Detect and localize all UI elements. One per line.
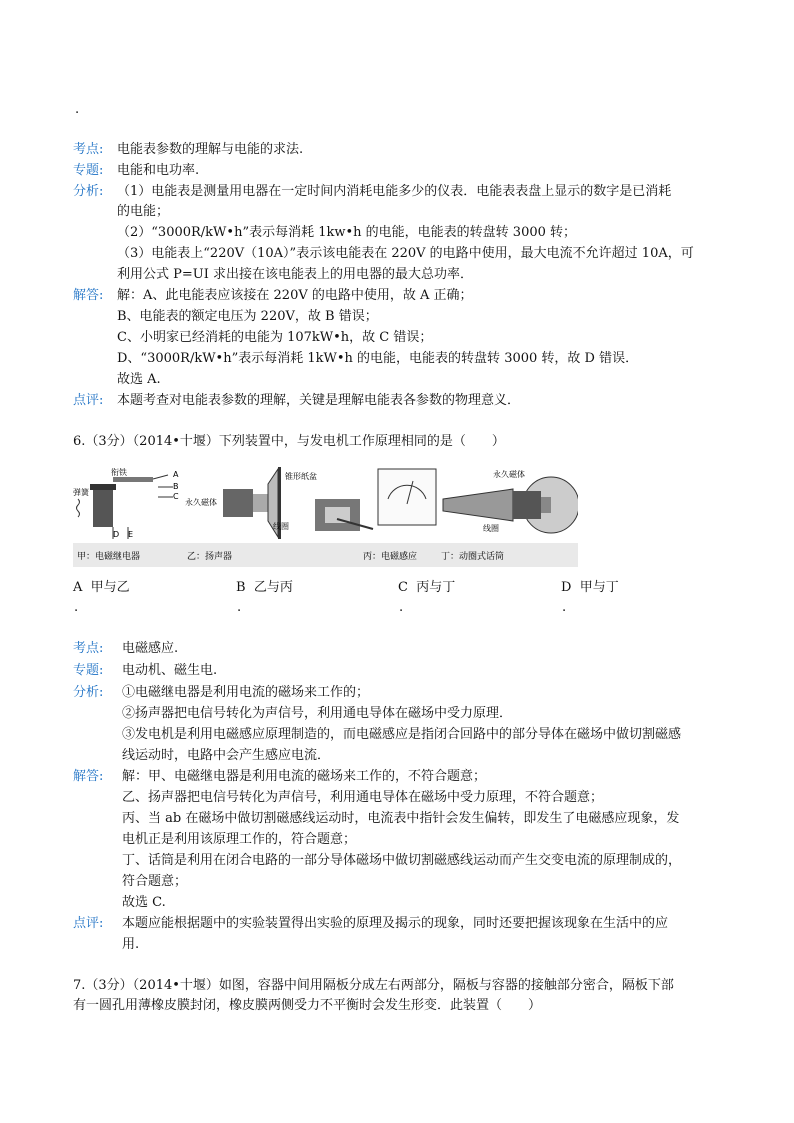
option-text: 丙与丁 xyxy=(416,580,456,595)
q6-jieda-line: 解：甲、电磁继电器是利用电流的磁场来工作的，不符合题意； xyxy=(122,769,487,784)
fig-label: D xyxy=(113,530,120,539)
q5-fenxi-line: （1）电能表是测量用电器在一定时间内消耗电能多少的仪表．电能表表盘上显示的数字是已消耗 xyxy=(117,184,672,199)
q6-jieda-label: 解答: xyxy=(73,769,104,784)
q5-zhuanti-text: 电能和电功率. xyxy=(117,163,200,178)
option-letter: A xyxy=(73,580,83,595)
q6-fenxi-line: 线运动时，电路中会产生感应电流． xyxy=(122,748,331,763)
q6-zhuanti-text: 电动机、磁生电. xyxy=(122,663,218,678)
q6-fenxi-label: 分析: xyxy=(73,685,104,700)
q6-fenxi-line: ①电磁继电器是利用电流的磁场来工作的； xyxy=(122,685,370,700)
option-letter: C xyxy=(398,580,408,595)
q5-jieda-line: B、电能表的额定电压为 220V，故 B 错误； xyxy=(117,309,378,324)
q5-fenxi-line: 利用公式 P=UI 求出接在该电能表上的用电器的最大总功率． xyxy=(117,267,473,282)
fig-label: A xyxy=(173,470,179,479)
q5-kaodian-text: 电能表参数的理解与电能的求法. xyxy=(117,142,304,157)
fig-label: 线圈 xyxy=(483,524,499,533)
option-dot: . xyxy=(399,600,404,615)
option-d[interactable] xyxy=(561,578,619,598)
option-text: 乙与丙 xyxy=(253,580,293,595)
q6-stem: 6.（3分）（2014•十堰）下列装置中，与发电机工作原理相同的是（ ） xyxy=(73,434,505,449)
fig-caption: 丁：动圈式话筒 xyxy=(441,552,505,562)
q5-jieda-line: D、“3000R/kW•h”表示每消耗 1kW•h 的电能，电能表的转盘转 3000 转，故 D 错误． xyxy=(117,351,639,366)
fig-label: C xyxy=(173,492,179,501)
fig-label: E xyxy=(128,530,134,539)
q5-fenxi-label: 分析: xyxy=(73,184,104,199)
q6-kaodian-label: 考点: xyxy=(73,641,104,656)
option-dot: . xyxy=(74,600,79,615)
option-letter: D xyxy=(561,580,572,595)
q6-zhuanti-label: 专题: xyxy=(73,663,104,678)
fig-label: 永久磁体 xyxy=(185,498,217,507)
q5-dianping-text: 本题考查对电能表参数的理解，关键是理解电能表各参数的物理意义． xyxy=(117,393,521,408)
fig-label: 衔铁 xyxy=(111,468,127,477)
fig-caption: 丙：电磁感应 xyxy=(363,552,418,562)
fig-label: 线圈 xyxy=(273,522,289,531)
option-b[interactable] xyxy=(236,578,293,598)
q6-figure xyxy=(73,459,578,569)
q7-stem-line: 有一圆孔用薄橡皮膜封闭，橡皮膜两侧受力不平衡时会发生形变．此装置（ ） xyxy=(73,998,542,1013)
q5-kaodian-label: 考点: xyxy=(73,142,104,157)
q6-fenxi-line: ②扬声器把电信号转化为声信号，利用通电导体在磁场中受力原理． xyxy=(122,706,513,721)
q6-jieda-line: 乙、扬声器把电信号转化为声信号，利用通电导体在磁场中受力原理，不符合题意； xyxy=(122,790,604,805)
q6-kaodian-text: 电磁感应. xyxy=(122,641,179,656)
option-dot: . xyxy=(237,600,242,615)
q7-stem-line: 7.（3分）（2014•十堰）如图，容器中间用隔板分成左右两部分，隔板与容器的接触部分密合，隔板下部 xyxy=(73,978,674,993)
q6-fenxi-line: ③发电机是利用电磁感应原理制造的，而电磁感应是指闭合回路中的部分导体在磁场中做切割磁感 xyxy=(122,727,682,742)
q5-jieda-line: C、小明家已经消耗的电能为 107kW•h，故 C 错误； xyxy=(117,330,433,345)
option-a[interactable] xyxy=(73,578,130,598)
q6-figure-image xyxy=(73,459,578,569)
option-text: 甲与乙 xyxy=(90,580,130,595)
q6-dianping-line: 用. xyxy=(122,937,140,952)
fig-caption: 乙：扬声器 xyxy=(187,552,233,562)
q6-jieda-line: 故选 C. xyxy=(122,895,166,910)
option-dot: . xyxy=(562,600,567,615)
option-letter: B xyxy=(236,580,246,595)
q5-zhuanti-label: 专题: xyxy=(73,163,104,178)
fig-label: 锥形纸盆 xyxy=(285,472,317,481)
fig-label: B xyxy=(173,482,179,491)
q6-jieda-line: 电机正是利用该原理工作的，符合题意； xyxy=(122,832,357,847)
fig-caption: 甲：电磁继电器 xyxy=(77,552,141,562)
fig-label: 永久磁体 xyxy=(493,470,525,479)
q5-fenxi-line: （2）“3000R/kW•h”表示每消耗 1kw•h 的电能，电能表的转盘转 3000 转； xyxy=(117,225,577,240)
q5-jieda-line: 故选 A. xyxy=(117,372,161,387)
q6-jieda-line: 符合题意； xyxy=(122,874,188,889)
option-text: 甲与丁 xyxy=(579,580,619,595)
q6-dianping-line: 本题应能根据题中的实验装置得出实验的原理及揭示的现象，同时还要把握该现象在生活中的应 xyxy=(122,916,669,931)
page-top-dot: . xyxy=(75,102,80,117)
q5-jieda-line: 解：A、此电能表应该接在 220V 的电路中使用，故 A 正确； xyxy=(117,288,473,303)
q6-dianping-label: 点评: xyxy=(73,916,104,931)
q6-jieda-line: 丙、当 ab 在磁场中做切割磁感线运动时，电流表中指针会发生偏转，即发生了电磁感应现象，发 xyxy=(122,811,680,826)
q5-jieda-label: 解答: xyxy=(73,288,104,303)
fig-label: 弹簧 xyxy=(73,488,89,497)
option-c[interactable] xyxy=(398,578,455,598)
q6-jieda-line: 丁、话筒是利用在闭合电路的一部分导体磁场中做切割磁感线运动而产生交变电流的原理制成的， xyxy=(122,853,682,868)
q5-fenxi-line: （3）电能表上“220V（10A）”表示该电能表在 220V 的电路中使用，最大电流不允许超过 10A，可 xyxy=(117,246,694,261)
q5-fenxi-line: 的电能； xyxy=(117,204,170,219)
q5-dianping-label: 点评: xyxy=(73,393,104,408)
